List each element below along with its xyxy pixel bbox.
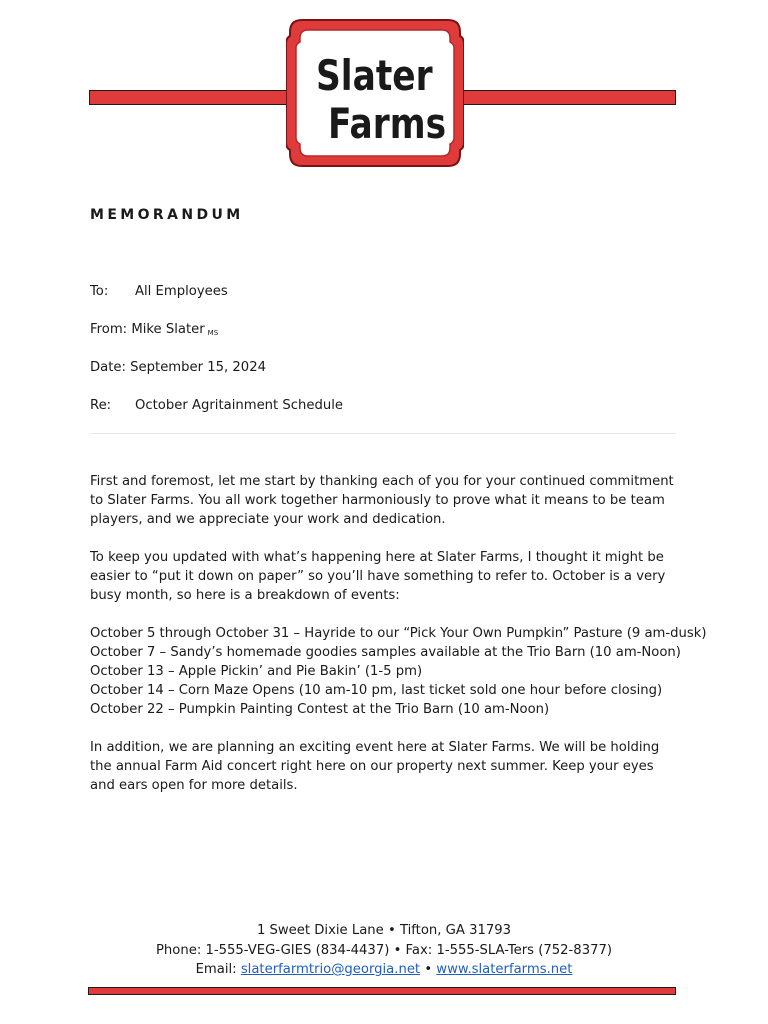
event-item: October 13 – Apple Pickin’ and Pie Bakin’ (1-5 pm) [90,664,423,679]
logo-line2: Farms [328,99,447,149]
body-paragraph-2: To keep you updated with what’s happening here at Slater Farms, I thought it might be easier to “put it down on paper” so you’ll have something to refer to. October is a very busy month, so here is a breakdown of events: [90,550,666,603]
from-value: Mike Slater [131,322,205,337]
header-bar-right [455,90,676,105]
footer-email-label: Email: [195,962,237,977]
memo-re [90,398,343,413]
body-paragraph-1: First and foremost, let me start by thanking each of you for your continued commitment to Slater Farms. You all work together harmoniously to prove what it means to be team players, and we appreciate your work and dedication. [90,474,674,527]
event-item: October 14 – Corn Maze Opens (10 am-10 pm, last ticket sold one hour before closing) [90,683,663,698]
memo-title: MEMORANDUM [90,207,244,223]
memo-from [90,322,218,337]
event-item: October 5 through October 31 – Hayride to our “Pick Your Own Pumpkin” Pasture (9 am-dusk) [90,626,707,641]
header-bar-left [89,90,297,105]
memo-date [90,360,266,375]
slater-farms-logo [286,16,464,170]
to-label: To: [90,284,109,299]
bullet-separator: • [424,962,433,977]
website-link[interactable]: www.slaterfarms.net [436,962,573,977]
footer-phone: Phone: 1-555-VEG-GIES (834-4437) [155,942,390,958]
re-value: October Agritainment Schedule [135,398,343,413]
header-divider [90,433,676,434]
to-value: All Employees [135,284,228,299]
logo-line1: Slater [316,51,433,101]
footer-fax: Fax: 1-555-SLA-Ters (752-8377) [405,942,613,958]
date-label: Date: [90,360,126,375]
date-value: September 15, 2024 [130,360,266,375]
footer-contact-line [0,960,768,980]
memo-to [90,284,228,299]
event-item: October 7 – Sandy’s homemade goodies samples available at the Trio Barn (10 am-Noon) [90,645,681,660]
footer-address-line [0,921,768,941]
email-link[interactable]: slaterfarmtrio@georgia.net [240,962,421,977]
footer [0,921,768,980]
bullet-separator: • [387,923,396,938]
footer-bar [88,987,676,995]
event-item: October 22 – Pumpkin Painting Contest at the Trio Barn (10 am-Noon) [90,702,550,717]
footer-phone-line [0,941,768,961]
from-initials: MS [207,329,219,337]
footer-city: Tifton, GA 31793 [399,923,512,938]
events-list [90,624,707,719]
bullet-separator: • [393,942,402,958]
re-label: Re: [90,398,112,413]
body-paragraph-3: In addition, we are planning an exciting event here at Slater Farms. We will be holding the annual Farm Aid concert right here on our property next summer. Keep your eyes and ears open for more details. [90,740,660,793]
from-label: From: [90,322,128,337]
footer-address: 1 Sweet Dixie Lane [256,923,384,938]
